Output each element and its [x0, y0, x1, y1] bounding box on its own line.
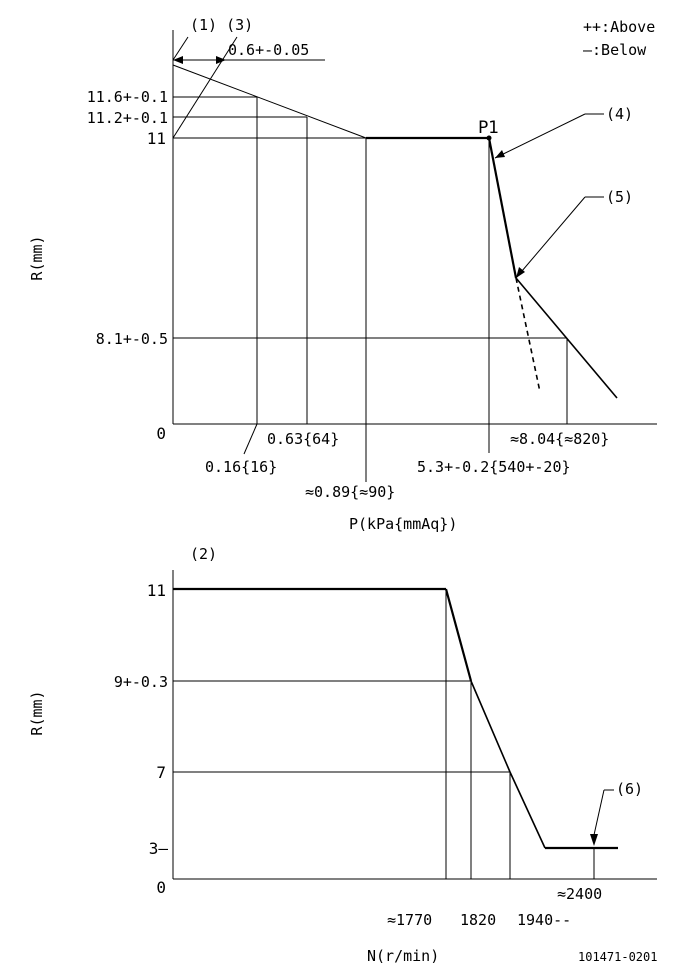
- arrow-callout-4: [495, 150, 505, 158]
- arrow-callout-6: [590, 834, 598, 846]
- legend-below: —:Below: [583, 41, 647, 59]
- curve-drop-segment: [489, 138, 516, 278]
- drawing-number: 101471-0201: [578, 950, 658, 964]
- point-p1-label: P1: [478, 118, 500, 138]
- leader-callout-1: [173, 37, 188, 60]
- top-xtick-0-89: ≈0.89{≈90}: [305, 483, 396, 501]
- top-ytick-11-2: 11.2+-0.1: [86, 109, 168, 127]
- bottom-ytick-9: 9+-0.3: [113, 673, 168, 691]
- top-x-label: P(kPa{mmAq}): [349, 515, 458, 533]
- top-ytick-11: 11: [146, 129, 166, 148]
- gov-drop-segment-1: [446, 589, 471, 681]
- top-y-label: R(mm): [28, 235, 46, 281]
- bottom-ytick-7: 7: [156, 763, 166, 782]
- bottom-y-label: R(mm): [28, 690, 46, 736]
- top-xtick-8-04: ≈8.04{≈820}: [510, 430, 610, 448]
- bottom-ytick-3: 3—: [148, 839, 168, 858]
- bottom-xtick-1940: 1940--: [517, 911, 572, 929]
- leader-callout-4: [495, 114, 585, 158]
- bottom-xtick-1770: ≈1770: [387, 911, 433, 929]
- top-ytick-8-1: 8.1+-0.5: [95, 330, 168, 348]
- leader-callout-6: [594, 790, 604, 835]
- callout-1-3: (1) (3): [190, 16, 254, 34]
- leader-callout-5: [516, 197, 585, 278]
- leader-xtick-0-16: [244, 424, 257, 454]
- top-ytick-11-6: 11.6+-0.1: [86, 88, 168, 106]
- top-xtick-0-63: 0.63{64}: [267, 430, 340, 448]
- bottom-chart: [28, 545, 657, 965]
- top-xtick-0-16: 0.16{16}: [205, 458, 278, 476]
- curve-slope-segment: [173, 65, 366, 138]
- curve-dashed-extension: [516, 278, 540, 392]
- callout-5: (5): [606, 188, 634, 206]
- callout-6: (6): [616, 780, 644, 798]
- gov-drop-segment-2: [471, 681, 545, 848]
- bottom-ytick-11: 11: [146, 581, 166, 600]
- bottom-xtick-2400: ≈2400: [557, 885, 603, 903]
- bottom-x-label: N(r/min): [367, 947, 440, 965]
- bottom-ytick-0: 0: [156, 878, 166, 897]
- callout-4: (4): [606, 105, 634, 123]
- top-ytick-0: 0: [156, 424, 166, 443]
- legend-above: ++:Above: [583, 18, 656, 36]
- bottom-xtick-1820: 1820: [460, 911, 497, 929]
- callout-2: (2): [190, 545, 218, 563]
- top-chart: [28, 16, 657, 533]
- top-xtick-5-3: 5.3+-0.2{540+-20}: [417, 458, 571, 476]
- offset-label: 0.6+-0.05: [228, 41, 310, 59]
